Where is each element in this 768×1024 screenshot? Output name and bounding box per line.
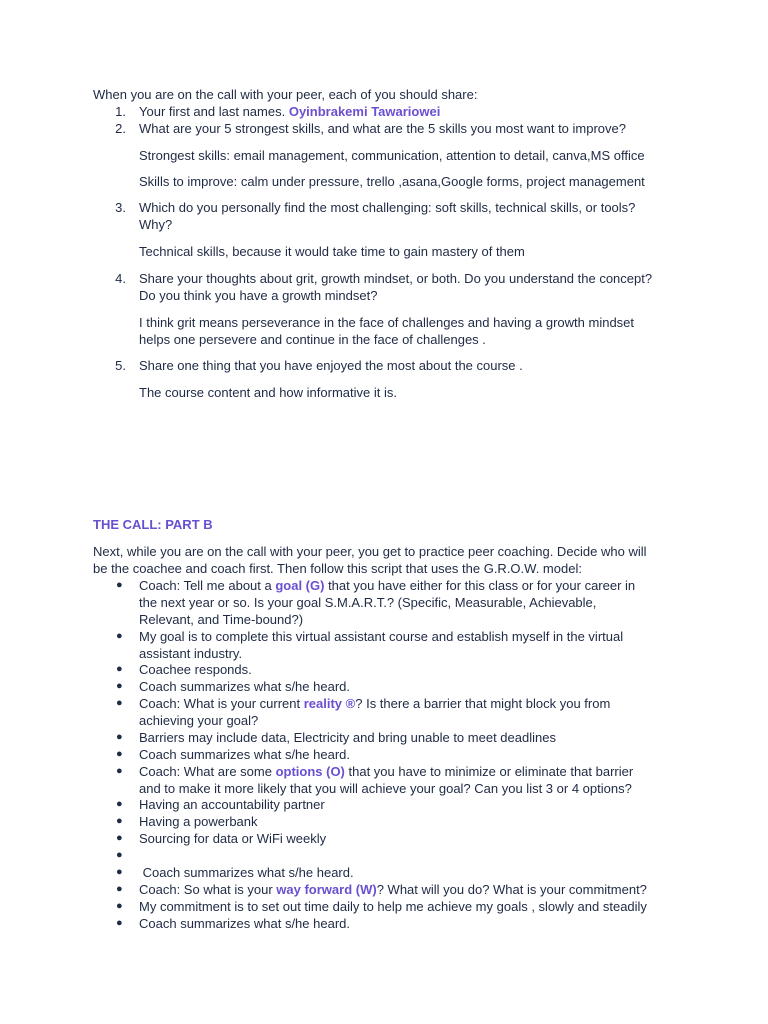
item-1-question-text: Your first and last names.	[139, 104, 289, 119]
options-question-line-2: and to make it more likely that you will achieve your goal? Can you list 3 or 4 options?	[139, 781, 632, 796]
bullet-marker: ●	[116, 900, 123, 912]
options-suffix: that you have to minimize or eliminate that barrier	[344, 764, 634, 779]
item-4-answer-line-2: helps one persevere and continue in the face of challenges .	[139, 332, 486, 347]
bullet-marker: ●	[116, 798, 123, 810]
coach-summary-2: Coach summarizes what s/he heard.	[139, 747, 350, 762]
bullet-marker: ●	[116, 849, 123, 861]
item-3-number: 3.	[115, 200, 126, 215]
item-2-answer-strongest: Strongest skills: email management, communication, attention to detail, canva,MS office	[139, 148, 645, 163]
coachee-responds: Coachee responds.	[139, 662, 252, 677]
item-2-question: What are your 5 strongest skills, and what are the 5 skills you most want to improve?	[139, 121, 626, 136]
option-item: Having an accountability partner	[139, 797, 325, 812]
options-term: options (O)	[275, 764, 345, 779]
item-5-answer: The course content and how informative it is.	[139, 385, 397, 400]
goal-question-line-2: the next year or so. Is your goal S.M.A.R.T.? (Specific, Measurable, Achievable,	[139, 595, 597, 610]
reality-term: reality ®	[303, 696, 356, 711]
bullet-marker: ●	[116, 832, 123, 844]
way-forward-prefix: Coach: So what is your	[139, 882, 277, 897]
barriers-answer: Barriers may include data, Electricity and bring unable to meet deadlines	[139, 730, 556, 745]
item-5-number: 5.	[115, 358, 126, 373]
goal-term: goal (G)	[275, 578, 325, 593]
bullet-marker: ●	[116, 765, 123, 777]
options-question-line-1	[139, 763, 633, 780]
bullet-marker: ●	[116, 883, 123, 895]
part-b-intro-line-1: Next, while you are on the call with your peer, you get to practice peer coaching. Decide who will	[93, 544, 647, 559]
item-2-number: 2.	[115, 121, 126, 136]
bullet-marker: ●	[116, 815, 123, 827]
item-3-question-line-1: Which do you personally find the most challenging: soft skills, technical skills, or tools?	[139, 200, 636, 215]
bullet-marker: ●	[116, 697, 123, 709]
part-b-intro-line-2: be the coachee and coach first. Then follow this script that uses the G.R.O.W. model:	[93, 561, 582, 576]
item-4-answer-line-1: I think grit means perseverance in the face of challenges and having a growth mindset	[139, 315, 635, 330]
item-4-question-line-2: Do you think you have a growth mindset?	[139, 288, 378, 303]
goal-answer-line-1: My goal is to complete this virtual assistant course and establish myself in the virtual	[139, 629, 624, 644]
way-forward-term: way forward (W)	[276, 882, 377, 897]
bullet-marker: ●	[116, 731, 123, 743]
bullet-marker: ●	[116, 663, 123, 675]
item-3-answer: Technical skills, because it would take time to gain mastery of them	[139, 244, 525, 259]
participant-name: Oyinbrakemi Tawariowei	[288, 104, 441, 119]
part-a-intro: When you are on the call with your peer, each of you should share:	[93, 87, 478, 102]
goal-suffix: that you have either for this class or for your career in	[324, 578, 636, 593]
way-forward-question	[139, 881, 647, 898]
bullet-marker: ●	[116, 630, 123, 642]
item-1-number: 1.	[115, 104, 126, 119]
item-1-question	[139, 103, 440, 120]
option-item: Sourcing for data or WiFi weekly	[139, 831, 327, 846]
commitment-answer: My commitment is to set out time daily to help me achieve my goals , slowly and steadily	[139, 899, 647, 914]
item-4-question-line-1: Share your thoughts about grit, growth mindset, or both. Do you understand the concept?	[139, 271, 653, 286]
option-item: Having a powerbank	[139, 814, 258, 829]
options-prefix: Coach: What are some	[139, 764, 276, 779]
goal-prefix: Coach: Tell me about a	[139, 578, 276, 593]
item-2-answer-improve: Skills to improve: calm under pressure, trello ,asana,Google forms, project management	[139, 174, 645, 189]
item-3-question-line-2: Why?	[139, 217, 173, 232]
bullet-marker: ●	[116, 579, 123, 591]
bullet-marker: ●	[116, 680, 123, 692]
part-b-heading: THE CALL: PART B	[93, 517, 213, 532]
goal-question-line-1	[139, 577, 635, 594]
goal-answer-line-2: assistant industry.	[139, 646, 243, 661]
coach-summary-3: Coach summarizes what s/he heard.	[139, 865, 354, 880]
bullet-marker: ●	[116, 866, 123, 878]
bullet-marker: ●	[116, 748, 123, 760]
coach-summary-4: Coach summarizes what s/he heard.	[139, 916, 350, 931]
bullet-marker: ●	[116, 917, 123, 929]
item-4-number: 4.	[115, 271, 126, 286]
reality-question-line-2: achieving your goal?	[139, 713, 259, 728]
coach-summary-1: Coach summarizes what s/he heard.	[139, 679, 350, 694]
reality-prefix: Coach: What is your current	[139, 696, 304, 711]
goal-question-line-3: Relevant, and Time-bound?)	[139, 612, 304, 627]
item-5-question: Share one thing that you have enjoyed the most about the course .	[139, 358, 523, 373]
reality-question-line-1	[139, 695, 610, 712]
way-forward-suffix: ? What will you do? What is your commitment?	[376, 882, 647, 897]
reality-suffix: ? Is there a barrier that might block you from	[355, 696, 611, 711]
